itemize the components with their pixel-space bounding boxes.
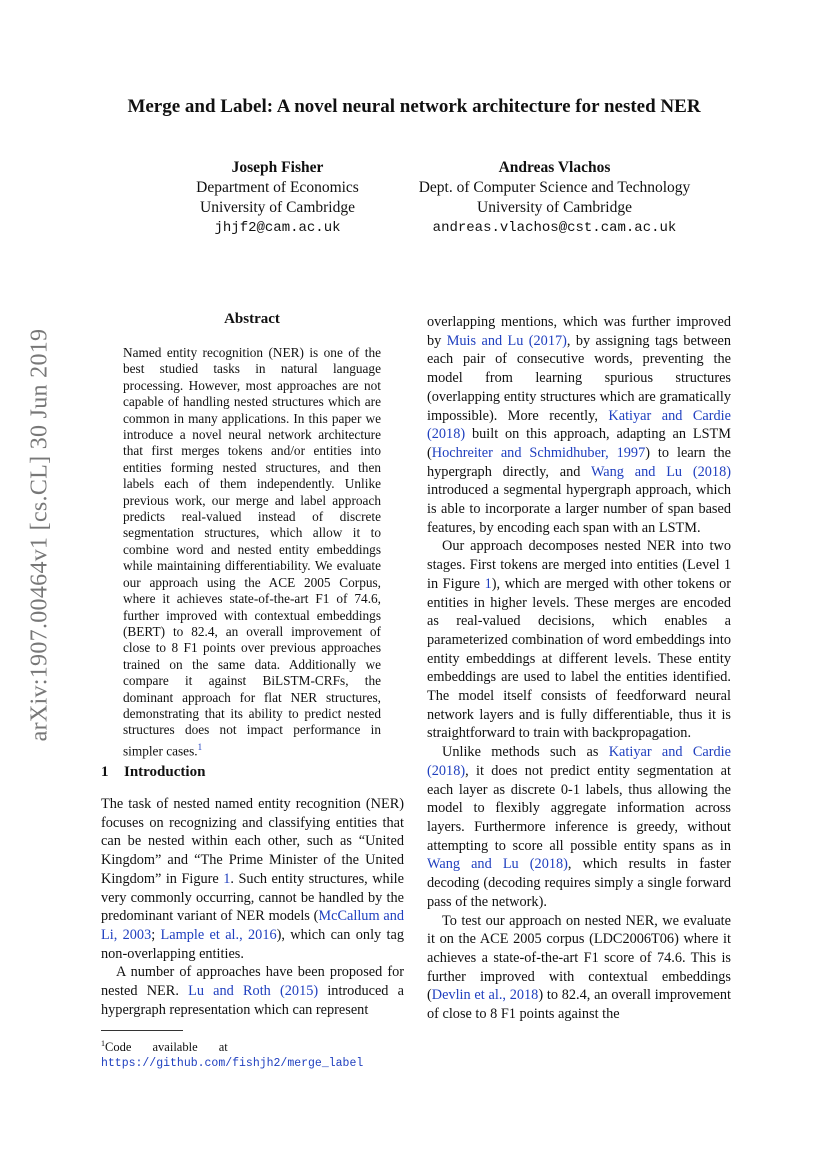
paragraph: Our approach decomposes nested NER into two stages. First tokens are merged into entities (Level 1 in Figure 1), which are merged with other tokens or entities in higher levels. These merges are encoded as real-valued decisions, which enables a parameterized combination of word embeddings into entity embeddings at different levels. These entity embeddings are used to label the entities identified. The model itself consists of feedforward neural network layers and is fully differentiable, thus it is straightforward to train with backpropagation. xyxy=(427,538,731,742)
citation-link[interactable]: Lample et al., 2016 xyxy=(160,926,277,943)
paragraph: Unlike methods such as Katiyar and Cardie (2018), it does not predict entity segmentation at each layer as discrete 0-1 labels, thus allowing the model to flexibly aggregate information across layers. Furthermore inference is greedy, without attempting to score all possible entity spans as in Wang and Lu (2018), which results in faster decoding (decoding requires simply a single forward pass of the network). xyxy=(427,744,732,910)
citation-link[interactable]: McCallum and Li, 2003 xyxy=(101,908,404,943)
author-affiliation: Dept. of Computer Science and Technology xyxy=(418,179,691,196)
section-number: 1 xyxy=(101,764,109,780)
author-email: andreas.vlachos@cst.cam.ac.uk xyxy=(432,220,677,236)
figure-ref[interactable]: 1 xyxy=(484,575,492,592)
intro-left-column xyxy=(101,795,404,1019)
author-affiliation: University of Cambridge xyxy=(200,199,355,216)
paper-title: Merge and Label: A novel neural network architecture for nested NER xyxy=(127,96,701,117)
citation-link[interactable]: Devlin et al., 2018 xyxy=(431,987,539,1004)
author-name: Andreas Vlachos xyxy=(498,159,611,176)
citation-link[interactable]: Wang and Lu (2018) xyxy=(590,463,731,480)
author-block-fisher xyxy=(170,158,385,238)
footnote-number: 1 xyxy=(101,1039,105,1048)
arxiv-stamp xyxy=(20,210,60,860)
citation-link[interactable]: Hochreiter and Schmidhuber, 1997 xyxy=(431,444,646,461)
footnote xyxy=(101,1036,404,1071)
citation-link[interactable]: Katiyar and Cardie (2018) xyxy=(427,407,731,443)
footnote-marker[interactable]: 1 xyxy=(197,741,203,752)
figure-ref[interactable]: 1 xyxy=(223,870,231,887)
paragraph: To test our approach on nested NER, we evaluate it on the ACE 2005 corpus (LDC2006T06) where it achieves a state-of-the-art F1 score of 74.6. This is further improved with contextual embeddings (Devlin et al., 2018) to 82.4, an overall improvement of close to 8 F1 points against the xyxy=(427,912,732,1023)
author-name: Joseph Fisher xyxy=(231,159,324,176)
citation-link[interactable]: Wang and Lu (2018) xyxy=(427,856,568,873)
paragraph: overlapping mentions, which was further improved by Muis and Lu (2017), by assigning tags between each pair of consecutive words, preventing the model from learning spurious structures (overlapping entity structures which are gramatically impossible). More recently, Katiyar and Cardie (2018) built on this approach, adapting an LSTM (Hochreiter and Schmidhuber, 1997) to learn the hypergraph directly, and Wang and Lu (2018) introduced a segmental hypergraph approach, which is able to incorporate a larger number of span based features, by encoding each span with an LSTM. xyxy=(427,314,731,536)
section-heading-introduction xyxy=(101,764,205,781)
citation-link[interactable]: Katiyar and Cardie (2018) xyxy=(427,744,731,779)
footnote-label: Code available at xyxy=(105,1040,228,1055)
author-affiliation: Department of Economics xyxy=(196,179,359,196)
author-block-vlachos xyxy=(392,158,717,238)
abstract-text: Named entity recognition (NER) is one of the best studied tasks in natural language processing. However, most approaches are not capable of handling nested structures which are common in many applications. In this paper we introduce a novel neural network architecture that first merges tokens and/or entities into entities forming nested structures, and then labels each of them independently. Unlike previous work, our merge and label approach predicts real-valued instead of discrete segmentation structures, which allow it to combine word and nested entity embeddings while maintaining differentiability. We evaluate our approach using the ACE 2005 Corpus, where it achieves state-of-the-art F1 of 74.6, further improved with contextual embeddings (BERT) to 82.4, an overall improvement of close to 8 F1 points over previous approaches trained on the same data. Additionally we compare it against BiLSTM-CRFs, the dominant approach for flat NER structures, demonstrating that its ability to predict nested structures does not impact performance in simpler cases. xyxy=(123,345,381,759)
abstract-heading: Abstract xyxy=(224,311,280,327)
arxiv-id: arXiv:1907.00464v1 [cs.CL] 30 Jun 2019 xyxy=(26,328,53,742)
paragraph: The task of nested named entity recognition (NER) focuses on recognizing and classifying entities that can be nested within each other, such as “United Kingdom” and “The Prime Minister of the United Kingdom” in Figure 1. Such entity structures, while very commonly occurring, cannot be handled by the predominant variant of NER models (McCallum and Li, 2003; Lample et al., 2016), which can only tag non-overlapping entities. xyxy=(101,796,404,962)
footnote-rule xyxy=(101,1030,183,1031)
abstract-body xyxy=(123,345,381,760)
paragraph: A number of approaches have been proposed for nested NER. Lu and Roth (2015) introduced a hypergraph representation which can represent xyxy=(101,964,404,1018)
intro-right-column xyxy=(427,313,731,1024)
citation-link[interactable]: Muis and Lu (2017) xyxy=(446,332,567,349)
author-email: jhjf2@cam.ac.uk xyxy=(214,220,341,236)
section-title: Introduction xyxy=(124,764,206,780)
code-repository-link[interactable]: https://github.com/fishjh2/merge_label xyxy=(101,1057,364,1071)
citation-link[interactable]: Lu and Roth (2015) xyxy=(188,983,319,1000)
author-affiliation: University of Cambridge xyxy=(477,199,632,216)
